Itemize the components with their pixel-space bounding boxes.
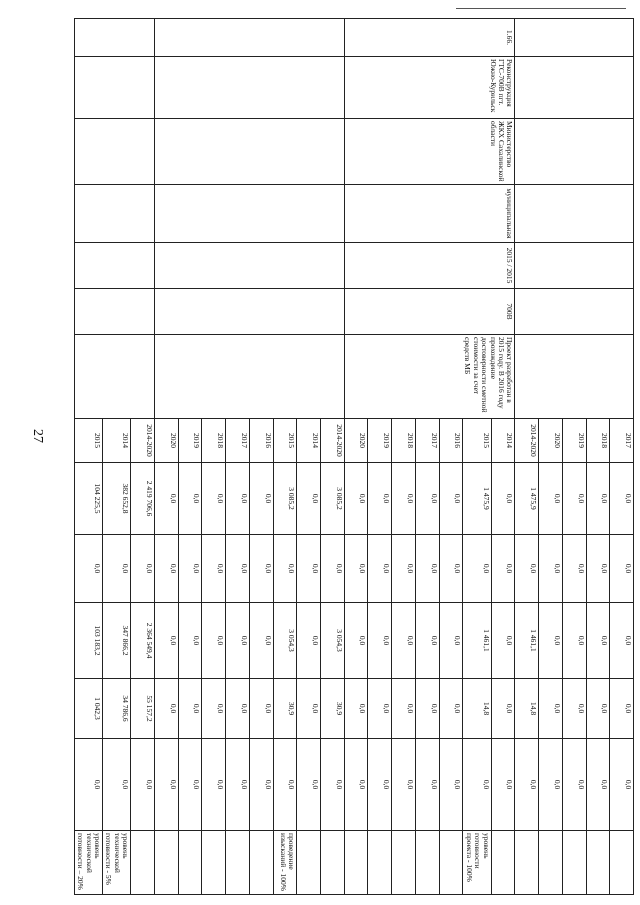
table-cell: 0,0 — [392, 679, 416, 739]
table-cell: 0,0 — [74, 739, 102, 831]
table-cell: 0,0 — [586, 603, 610, 679]
table-cell: 0,0 — [297, 679, 321, 739]
table-row — [610, 19, 634, 895]
table-cell: 0,0 — [439, 463, 463, 535]
table-cell: 700В — [344, 289, 515, 335]
table-cell: 0,0 — [439, 679, 463, 739]
table-cell: 0,0 — [344, 603, 368, 679]
table-cell: 2015 — [74, 419, 102, 463]
table-cell — [515, 243, 634, 289]
table-cell: 34 786,6 — [102, 679, 130, 739]
table-cell — [515, 57, 634, 119]
table-cell: 347 866,2 — [102, 603, 130, 679]
table-cell: 0,0 — [226, 739, 250, 831]
table-cell — [154, 119, 344, 185]
table-cell: 0,0 — [202, 535, 226, 603]
table-cell: 0,0 — [344, 739, 368, 831]
table-cell: 0,0 — [297, 739, 321, 831]
table-cell — [610, 831, 634, 895]
table-cell: 2014-2020 — [131, 419, 155, 463]
table-cell: 3 085,2 — [321, 463, 345, 535]
table-cell: 0,0 — [539, 535, 563, 603]
table-cell: 2017 — [415, 419, 439, 463]
table-cell: 0,0 — [610, 535, 634, 603]
table-cell — [515, 119, 634, 185]
table-cell: 0,0 — [178, 463, 202, 535]
table-cell: 0,0 — [344, 463, 368, 535]
table-cell: Министерство ЖКХ Сахалинской области — [344, 119, 515, 185]
table-cell — [515, 831, 539, 895]
table-cell — [226, 831, 250, 895]
table-cell — [368, 831, 392, 895]
table-cell — [74, 289, 154, 335]
table-cell — [415, 831, 439, 895]
table-row — [321, 19, 345, 895]
table-cell: 0,0 — [463, 739, 491, 831]
table-cell: 0,0 — [368, 535, 392, 603]
table-cell: 0,0 — [178, 535, 202, 603]
table-cell: 2014 — [297, 419, 321, 463]
table-cell — [562, 831, 586, 895]
table-cell: 0,0 — [562, 739, 586, 831]
table-cell: 0,0 — [178, 603, 202, 679]
table-cell: 0,0 — [415, 679, 439, 739]
table-cell — [586, 831, 610, 895]
table-cell: 0,0 — [102, 535, 130, 603]
table-cell: Реконструкция ГТС-700В пгт. Южно-Курильск — [344, 57, 515, 119]
table-cell: 0,0 — [154, 739, 178, 831]
table-cell: 2020 — [539, 419, 563, 463]
table-cell: 0,0 — [368, 739, 392, 831]
table-cell — [539, 831, 563, 895]
table-cell: 0,0 — [154, 535, 178, 603]
table-cell: 2015 — [273, 419, 297, 463]
table-cell: 0,0 — [491, 679, 515, 739]
top-rule — [456, 8, 626, 9]
table-cell: 0,0 — [562, 603, 586, 679]
table-cell: 0,0 — [539, 603, 563, 679]
table-cell: 0,0 — [178, 739, 202, 831]
table-cell: 0,0 — [202, 739, 226, 831]
table-cell — [154, 57, 344, 119]
table-cell: 0,0 — [368, 679, 392, 739]
table-cell: 0,0 — [562, 535, 586, 603]
table-cell: 0,0 — [610, 739, 634, 831]
table-cell — [392, 831, 416, 895]
table-cell: 0,0 — [344, 679, 368, 739]
table-cell — [131, 831, 155, 895]
table-cell — [154, 185, 344, 243]
table-cell: 2 419 706,6 — [131, 463, 155, 535]
table-cell: 2014-2020 — [515, 419, 539, 463]
table-cell: 0,0 — [297, 603, 321, 679]
table-cell: 2015 — [463, 419, 491, 463]
table-cell: 2019 — [368, 419, 392, 463]
table-cell: 0,0 — [439, 739, 463, 831]
table-cell — [297, 831, 321, 895]
table-cell: 0,0 — [586, 739, 610, 831]
table-cell: 2020 — [344, 419, 368, 463]
table-cell — [74, 119, 154, 185]
table-cell — [154, 831, 178, 895]
table-cell: 0,0 — [249, 739, 273, 831]
table-cell: 0,0 — [562, 679, 586, 739]
table-cell: 0,0 — [415, 739, 439, 831]
table-cell: муниципальная — [344, 185, 515, 243]
table-cell: 0,0 — [586, 463, 610, 535]
table-cell: 30,9 — [321, 679, 345, 739]
table-cell: уровень технической готовности - 5% — [102, 831, 130, 895]
table-cell: 0,0 — [74, 535, 102, 603]
table-container — [76, 18, 634, 894]
table-cell: 0,0 — [249, 535, 273, 603]
table-cell: 0,0 — [297, 463, 321, 535]
table-cell — [74, 243, 154, 289]
table-cell — [515, 335, 634, 419]
table-cell: 0,0 — [154, 679, 178, 739]
page-number: 27 — [30, 429, 45, 443]
table-cell: 2015 / 2015 — [344, 243, 515, 289]
table-cell: 0,0 — [562, 463, 586, 535]
table-cell — [439, 831, 463, 895]
table-cell: 104 225,5 — [74, 463, 102, 535]
table-cell: 0,0 — [610, 679, 634, 739]
table-cell: 0,0 — [368, 603, 392, 679]
table-cell: 14,8 — [515, 679, 539, 739]
table-cell: 0,0 — [463, 535, 491, 603]
table-cell: 0,0 — [249, 463, 273, 535]
table-cell: 2016 — [439, 419, 463, 463]
table-cell: 3 054,3 — [273, 603, 297, 679]
table-cell: 0,0 — [131, 535, 155, 603]
table-row — [131, 19, 155, 895]
table-cell: 0,0 — [178, 679, 202, 739]
table-cell: 0,0 — [226, 603, 250, 679]
program-table — [74, 18, 634, 895]
table-cell: 2014 — [491, 419, 515, 463]
table-cell — [515, 185, 634, 243]
table-cell: 0,0 — [491, 739, 515, 831]
table-cell — [74, 185, 154, 243]
table-cell: 0,0 — [321, 739, 345, 831]
table-cell: 0,0 — [249, 679, 273, 739]
table-cell: 3 085,2 — [273, 463, 297, 535]
table-cell: 0,0 — [226, 679, 250, 739]
table-cell — [74, 57, 154, 119]
table-cell: 0,0 — [539, 739, 563, 831]
table-cell: 2018 — [586, 419, 610, 463]
table-cell: 0,0 — [439, 603, 463, 679]
table-cell: 2017 — [226, 419, 250, 463]
table-cell: 1 461,1 — [515, 603, 539, 679]
table-cell: 3 054,3 — [321, 603, 345, 679]
table-cell: 103 183,2 — [74, 603, 102, 679]
table-cell: 2017 — [610, 419, 634, 463]
table-cell: 0,0 — [368, 463, 392, 535]
table-cell — [515, 289, 634, 335]
rotated-table-frame — [76, 18, 634, 894]
table-cell: уровень технической готовности – 20% — [74, 831, 102, 895]
table-cell: 30,9 — [273, 679, 297, 739]
table-cell — [154, 243, 344, 289]
table-cell: 0,0 — [539, 679, 563, 739]
table-cell: 1 475,9 — [463, 463, 491, 535]
table-cell: 0,0 — [539, 463, 563, 535]
table-cell: 0,0 — [515, 739, 539, 831]
table-cell: 1.66. — [344, 19, 515, 57]
table-cell: 0,0 — [586, 679, 610, 739]
table-cell: 0,0 — [586, 535, 610, 603]
table-cell: 2020 — [154, 419, 178, 463]
table-cell: 0,0 — [415, 535, 439, 603]
table-cell: 382 652,8 — [102, 463, 130, 535]
table-cell: 2019 — [562, 419, 586, 463]
table-cell: 14,8 — [463, 679, 491, 739]
table-cell: 0,0 — [297, 535, 321, 603]
table-cell: 0,0 — [202, 463, 226, 535]
table-cell — [154, 335, 344, 419]
table-cell: 0,0 — [392, 463, 416, 535]
table-cell: 2018 — [392, 419, 416, 463]
table-cell: 0,0 — [392, 535, 416, 603]
table-cell: 0,0 — [415, 463, 439, 535]
table-cell: 2 364 549,4 — [131, 603, 155, 679]
table-row — [491, 19, 515, 895]
table-cell: 0,0 — [202, 603, 226, 679]
table-cell: 0,0 — [439, 535, 463, 603]
table-cell: 0,0 — [515, 535, 539, 603]
table-cell: 0,0 — [226, 463, 250, 535]
table-cell: 1 475,9 — [515, 463, 539, 535]
table-cell: 0,0 — [226, 535, 250, 603]
table-cell — [154, 19, 344, 57]
table-cell: 0,0 — [273, 535, 297, 603]
table-cell — [74, 335, 154, 419]
table-cell: 0,0 — [415, 603, 439, 679]
table-body — [74, 19, 633, 895]
table-cell — [321, 831, 345, 895]
table-cell: 0,0 — [273, 739, 297, 831]
table-cell: 0,0 — [344, 535, 368, 603]
table-cell: 2014 — [102, 419, 130, 463]
table-cell: 55 157,2 — [131, 679, 155, 739]
table-cell — [249, 831, 273, 895]
table-cell: 0,0 — [610, 603, 634, 679]
table-cell: Проект разработан в 2015 году. В 2016 году прохождение достоверности сметной стоимости за счет средств МБ — [344, 335, 515, 419]
table-cell: 2014-2020 — [321, 419, 345, 463]
table-cell: 1 042,3 — [74, 679, 102, 739]
table-cell: 0,0 — [154, 603, 178, 679]
table-cell: 0,0 — [392, 603, 416, 679]
table-cell: 0,0 — [321, 535, 345, 603]
table-cell: 0,0 — [202, 679, 226, 739]
table-cell: 0,0 — [392, 739, 416, 831]
table-cell — [515, 19, 634, 57]
table-cell: 0,0 — [154, 463, 178, 535]
table-cell: 0,0 — [131, 739, 155, 831]
table-cell: уровень готовности проекта - 100% — [463, 831, 491, 895]
table-cell — [154, 289, 344, 335]
table-cell: 0,0 — [491, 603, 515, 679]
table-cell: 0,0 — [249, 603, 273, 679]
table-cell: 0,0 — [491, 463, 515, 535]
table-cell: 2018 — [202, 419, 226, 463]
table-cell: проведение изысканий - 100% — [273, 831, 297, 895]
table-cell: 0,0 — [610, 463, 634, 535]
table-cell: 2016 — [249, 419, 273, 463]
table-cell: 0,0 — [491, 535, 515, 603]
table-cell: 1 461,1 — [463, 603, 491, 679]
table-cell — [491, 831, 515, 895]
table-cell: 2019 — [178, 419, 202, 463]
table-cell — [344, 831, 368, 895]
table-cell: 0,0 — [102, 739, 130, 831]
table-cell — [74, 19, 154, 57]
table-cell — [202, 831, 226, 895]
table-cell — [178, 831, 202, 895]
